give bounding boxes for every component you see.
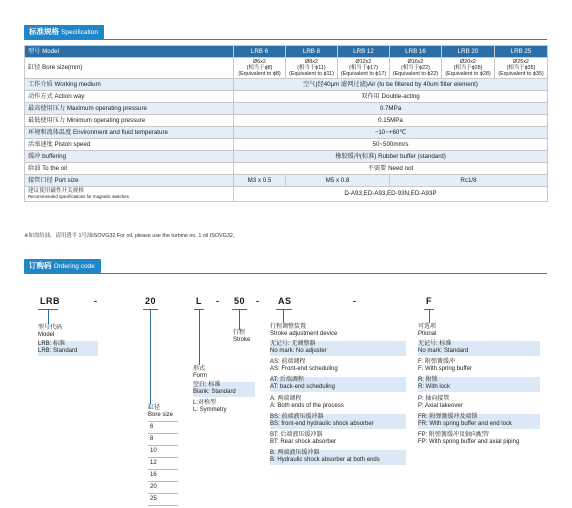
order-title-en: Ordering code [53, 263, 95, 270]
bore-item: 25 [148, 494, 178, 506]
spec-magnetic-row [25, 187, 548, 202]
order-title-cn: 订购码 [29, 261, 52, 270]
spec-row-value: 50~500mm/s [234, 139, 548, 151]
spec-bore-cell: Ø16x2 (相当于ϕ22) (Equivalent to ϕ22) [390, 58, 442, 79]
spec-header-col: LRB 20 [442, 46, 495, 58]
spec-row-label: 缸径 Bore size(mm) [25, 58, 234, 79]
optional-option: R: 附锁 R: With lock [418, 377, 540, 392]
model-label-cn: 型号代码 [38, 325, 63, 331]
adjust-label-cn: 行程调整装置 [270, 324, 307, 330]
spec-row-label: 最低使用压力 Minimum operating pressure [25, 115, 234, 127]
code-part-optional: F [426, 296, 432, 306]
spec-row-label: 缓冲 buffering [25, 151, 234, 163]
spec-row-value: 0.15MPa [234, 115, 548, 127]
spec-row-label: 动作方式 Action way [25, 91, 234, 103]
spec-port-value: M5 x 0.8 [286, 175, 390, 187]
spec-row-value: 双作用 Double-acting [234, 91, 548, 103]
optional-option: FP: 附弹簧缓冲及轴向配管 FP: With spring buffer and axial piping [418, 432, 520, 445]
spec-row [25, 103, 548, 115]
bore-item: 12 [148, 458, 178, 470]
bore-item: 6 [148, 421, 178, 434]
connector-line [48, 310, 49, 324]
spec-row [25, 115, 548, 127]
adjust-option: B: 两端液压缓冲器 B: Hydraulic shock absorber at both ends [270, 450, 406, 465]
adjust-option: BT: 后端液压缓冲器 BT: Rear shock absorber [270, 432, 337, 445]
model-option-cn: LRB: 标准 [38, 341, 66, 347]
form-label-en: Form [193, 373, 207, 379]
spec-row-value: 不需要 Need not [234, 163, 548, 175]
code-part-stroke: 50 [234, 296, 246, 306]
code-part-bore: 20 [145, 296, 157, 306]
spec-header-col: LRB 8 [286, 46, 338, 58]
order-section-divider [24, 273, 547, 274]
bore-item: 16 [148, 470, 178, 482]
spec-row-value: 0.7MPa [234, 103, 548, 115]
spec-row-label: 接管口径 Port size [25, 175, 234, 187]
spec-bore-row [25, 58, 548, 79]
order-section-title [24, 259, 101, 273]
spec-row-label: 活塞速度 Piston speed [25, 139, 234, 151]
spec-row-label: 工作介质 Working medium [25, 79, 234, 91]
bore-list [148, 421, 178, 506]
optional-option: FR: 附弹簧缓冲及端锁 FR: With spring buffer and end lock [418, 414, 540, 429]
spec-table [24, 45, 548, 202]
form-option-en: Blank: Standard [193, 389, 236, 395]
spec-bore-cell: Ø6x2 (相当于ϕ8) (Equivalent to ϕ8) [234, 58, 286, 79]
spec-row-label: 给油 To the oil [25, 163, 234, 175]
spec-port-row [25, 175, 548, 187]
form-label-cn: 形式 [193, 366, 206, 372]
bore-item: 8 [148, 434, 178, 446]
spec-row [25, 139, 548, 151]
spec-row [25, 79, 548, 91]
spec-title-en: Specification [61, 29, 98, 36]
adjust-label-en: Stroke adjustment device [270, 331, 338, 337]
spec-header-col: LRB 12 [338, 46, 390, 58]
optional-label-en: Ptional [418, 331, 437, 337]
code-underline [276, 309, 292, 310]
spec-header-label: 型号 Model [25, 46, 234, 58]
footnote: ※如需给油，请用透平 1号油ISOVG32 For oil, please use the turbine no. 1 oil ISOVG32。 [24, 233, 239, 239]
bore-item: 20 [148, 482, 178, 494]
spec-row-label: 环境和流体温度 Environment and fluid temperature [25, 127, 234, 139]
form-option2-en: L: Symmetry [193, 407, 227, 413]
spec-row-label: 最高使用压力 Maximum operating pressure [25, 103, 234, 115]
spec-bore-cell: Ø8x2 (相当于ϕ11) (Equivalent to ϕ11) [286, 58, 338, 79]
adjust-option: AT: 后端调程 AT: back-end scheduling [270, 377, 406, 392]
spec-row [25, 91, 548, 103]
spec-row-value: 橡胶缓冲(标准) Rubber buffer (standard) [234, 151, 548, 163]
spec-row-label: 建议使用磁性开关规格 Recommended specifications for magnetic switches [25, 187, 234, 202]
optional-label-cn: 可选项 [418, 324, 437, 330]
connector-line [199, 310, 200, 365]
connector-line [283, 310, 284, 323]
bore-item: 10 [148, 446, 178, 458]
code-part-adjust: AS [278, 296, 292, 306]
optional-option: F: 附弹簧缓冲 F: With spring buffer [418, 359, 472, 372]
adjust-option: A: 两端调程 A: Both ends of the process [270, 396, 344, 409]
spec-header-col: LRB 6 [234, 46, 286, 58]
code-dash: - [353, 296, 357, 306]
adjust-option: AS: 前端调程 AS: Front-end scheduling [270, 359, 338, 372]
adjust-option: BS: 前端液压缓冲器 BS: front-end hydraulic shock absorber [270, 414, 406, 429]
connector-line [429, 310, 430, 323]
spec-port-value: Rc1/8 [390, 175, 548, 187]
spec-header-col: LRB 25 [495, 46, 548, 58]
spec-bore-cell: Ø25x2 (相当于ϕ35) (Equivalent to ϕ35) [495, 58, 548, 79]
spec-port-value: M3 x 0.5 [234, 175, 286, 187]
code-dash: - [216, 296, 220, 306]
stroke-label-cn: 行程 [233, 330, 246, 336]
optional-option: P: 轴向接管 P: Axial takeover [418, 396, 463, 409]
form-options [193, 382, 255, 397]
spec-row-value: −10~+60℃ [234, 127, 548, 139]
stroke-label-en: Stroke [233, 337, 251, 343]
spec-bore-cell: Ø20x2 (相当于ϕ28) (Equivalent to ϕ28) [442, 58, 495, 79]
bore-label-cn: 缸径 [148, 405, 161, 411]
adjust-option: 无记号: 无调整器 No mark: No adjuster [270, 341, 406, 356]
spec-row [25, 163, 548, 175]
connector-line [150, 310, 151, 404]
model-label-en: Model [38, 332, 55, 338]
spec-row [25, 127, 548, 139]
spec-row-value: 空气(经40μm 滤网过滤)Air (to be filtered by 40um filter element) [234, 79, 548, 91]
spec-bore-cell: Ø12x2 (相当于ϕ17) (Equivalent to ϕ17) [338, 58, 390, 79]
spec-row [25, 151, 548, 163]
spec-section-title [24, 25, 104, 39]
code-dash: - [256, 296, 260, 306]
spec-section-divider [24, 39, 547, 40]
code-part-form: L [196, 296, 202, 306]
spec-header-row [25, 46, 548, 58]
spec-row-value: D-A93,ED-A93,ED-93N,ED-A93P [234, 187, 548, 202]
spec-header-col: LRB 16 [390, 46, 442, 58]
code-part-model: LRB [40, 296, 60, 306]
bore-label-en: Bore size [148, 412, 174, 418]
form-option-cn: 空白: 标准 [193, 382, 221, 388]
connector-line [239, 310, 240, 330]
form-option2-cn: L:对称型 [193, 400, 217, 406]
model-options [38, 341, 98, 356]
spec-title-cn: 标准规格 [29, 27, 59, 36]
optional-option: 无记号: 标准 No mark: Standard [418, 341, 540, 356]
code-dash: - [94, 296, 98, 306]
model-option-en: LRB: Standard [38, 348, 78, 354]
